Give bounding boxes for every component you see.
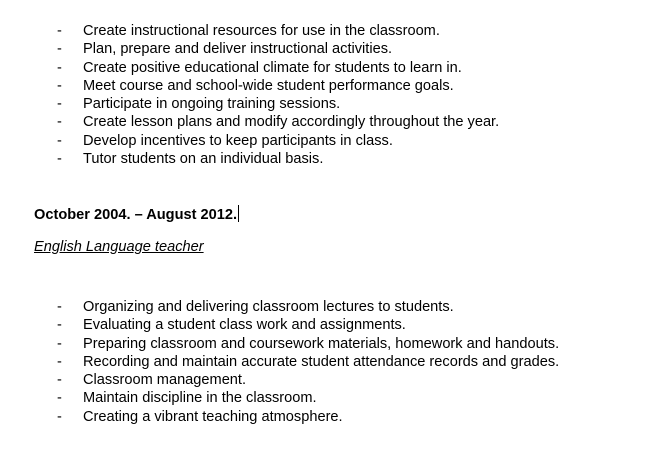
list-bullet: -: [57, 59, 62, 76]
list-bullet: -: [57, 335, 62, 352]
list-item-text: Participate in ongoing training sessions.: [83, 96, 341, 113]
list-item-text: Plan, prepare and deliver instructional activities.: [83, 41, 393, 58]
list-item: [0, 353, 672, 371]
employment-period-text: October 2004. – August 2012.: [34, 207, 238, 223]
list-item: [0, 371, 672, 389]
list-bullet: -: [57, 41, 62, 58]
list-item-text: Develop incentives to keep participants in class.: [83, 132, 393, 149]
list-item: [0, 132, 672, 150]
list-bullet: -: [57, 132, 62, 149]
list-bullet: -: [57, 408, 62, 425]
list-item: [0, 298, 672, 316]
list-item-text: Create lesson plans and modify accordingly throughout the year.: [83, 114, 500, 131]
list-bullet: -: [57, 96, 62, 113]
job-title: English Language teacher: [34, 239, 204, 255]
list-item-text: Maintain discipline in the classroom.: [83, 390, 317, 407]
list-bullet: -: [57, 114, 62, 131]
list-item: [0, 113, 672, 131]
list-bullet: -: [57, 77, 62, 94]
responsibilities-list-2: [0, 298, 672, 426]
list-item-text: Organizing and delivering classroom lectures to students.: [83, 299, 454, 315]
list-bullet: -: [57, 390, 62, 407]
list-item: [0, 77, 672, 95]
list-item-text: Tutor students on an individual basis.: [83, 151, 324, 168]
list-item: [0, 150, 672, 168]
list-item-text: Evaluating a student class work and assignments.: [83, 317, 406, 334]
list-item-text: Meet course and school-wide student performance goals.: [83, 77, 454, 94]
list-item: [0, 389, 672, 407]
list-bullet: -: [57, 353, 62, 370]
list-item-text: Classroom management.: [83, 372, 247, 389]
list-item-text: Create positive educational climate for students to learn in.: [83, 59, 462, 76]
list-bullet: -: [57, 299, 62, 315]
list-item: [0, 335, 672, 353]
list-item: [0, 22, 672, 40]
list-item: [0, 408, 672, 426]
list-bullet: -: [57, 372, 62, 389]
list-item-text: Preparing classroom and coursework materials, homework and handouts.: [83, 335, 560, 352]
list-item: [0, 40, 672, 58]
list-item: [0, 316, 672, 334]
list-item-text: Creating a vibrant teaching atmosphere.: [83, 408, 343, 425]
employment-period-heading[interactable]: [34, 205, 239, 225]
list-item-text: Recording and maintain accurate student attendance records and grades.: [83, 353, 560, 370]
text-cursor: [238, 205, 239, 222]
list-item-text: Create instructional resources for use in the classroom.: [83, 23, 440, 39]
responsibilities-list-1: [0, 22, 672, 168]
list-bullet: -: [57, 23, 62, 39]
list-item: [0, 59, 672, 77]
list-item: [0, 95, 672, 113]
list-bullet: -: [57, 151, 62, 168]
list-bullet: -: [57, 317, 62, 334]
